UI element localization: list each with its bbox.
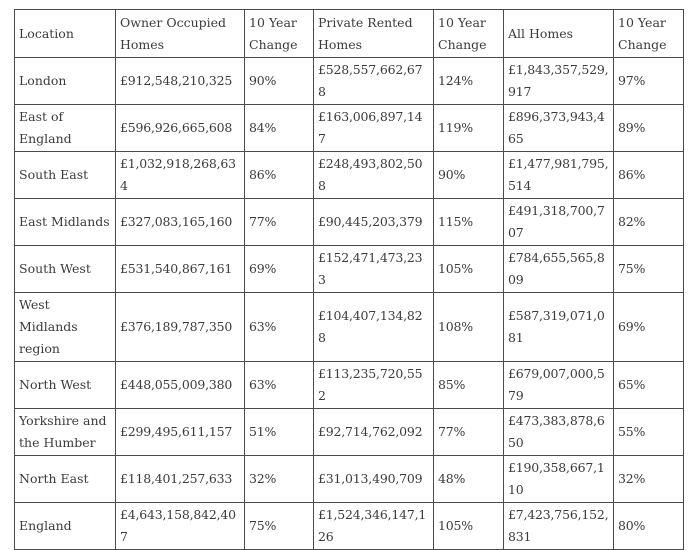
cell-all-homes: £896,373,943,465 bbox=[504, 105, 614, 152]
cell-owner-change: 69% bbox=[245, 246, 314, 293]
cell-private-rented: £92,714,762,092 bbox=[314, 409, 434, 456]
cell-private-rented: £248,493,802,508 bbox=[314, 152, 434, 199]
table-row bbox=[15, 246, 684, 293]
cell-all-homes: £491,318,700,707 bbox=[504, 199, 614, 246]
header-private-rented: Private Rented Homes bbox=[314, 10, 434, 58]
cell-owner-occupied: £327,083,165,160 bbox=[116, 199, 245, 246]
cell-all-homes: £7,423,756,152,831 bbox=[504, 503, 614, 550]
header-owner-occupied: Owner Occupied Homes bbox=[116, 10, 245, 58]
cell-private-change: 124% bbox=[434, 58, 504, 105]
table-row bbox=[15, 362, 684, 409]
header-all-change: 10 Year Change bbox=[614, 10, 684, 58]
cell-location: North East bbox=[15, 456, 116, 503]
cell-owner-occupied: £4,643,158,842,407 bbox=[116, 503, 245, 550]
cell-location: England bbox=[15, 503, 116, 550]
cell-all-homes: £587,319,071,081 bbox=[504, 293, 614, 362]
cell-owner-occupied: £376,189,787,350 bbox=[116, 293, 245, 362]
cell-all-change: 97% bbox=[614, 58, 684, 105]
header-owner-change: 10 Year Change bbox=[245, 10, 314, 58]
cell-owner-change: 90% bbox=[245, 58, 314, 105]
header-row bbox=[15, 10, 684, 58]
cell-private-rented: £152,471,473,233 bbox=[314, 246, 434, 293]
cell-location: South East bbox=[15, 152, 116, 199]
cell-all-change: 69% bbox=[614, 293, 684, 362]
cell-location: South West bbox=[15, 246, 116, 293]
table-row bbox=[15, 503, 684, 550]
table-row bbox=[15, 58, 684, 105]
header-all-homes: All Homes bbox=[504, 10, 614, 58]
cell-all-homes: £679,007,000,579 bbox=[504, 362, 614, 409]
cell-private-rented: £1,524,346,147,126 bbox=[314, 503, 434, 550]
cell-owner-occupied: £448,055,009,380 bbox=[116, 362, 245, 409]
table-row bbox=[15, 105, 684, 152]
cell-private-change: 77% bbox=[434, 409, 504, 456]
cell-private-change: 108% bbox=[434, 293, 504, 362]
cell-private-rented: £31,013,490,709 bbox=[314, 456, 434, 503]
cell-owner-change: 86% bbox=[245, 152, 314, 199]
cell-all-homes: £1,477,981,795,514 bbox=[504, 152, 614, 199]
table-row bbox=[15, 456, 684, 503]
cell-owner-change: 63% bbox=[245, 293, 314, 362]
table-body bbox=[15, 58, 684, 550]
cell-all-homes: £1,843,357,529,917 bbox=[504, 58, 614, 105]
cell-owner-change: 32% bbox=[245, 456, 314, 503]
cell-all-change: 65% bbox=[614, 362, 684, 409]
cell-all-change: 75% bbox=[614, 246, 684, 293]
cell-private-change: 85% bbox=[434, 362, 504, 409]
cell-owner-change: 84% bbox=[245, 105, 314, 152]
header-private-change: 10 Year Change bbox=[434, 10, 504, 58]
cell-all-homes: £784,655,565,809 bbox=[504, 246, 614, 293]
cell-private-change: 119% bbox=[434, 105, 504, 152]
cell-private-rented: £528,557,662,678 bbox=[314, 58, 434, 105]
home-values-table bbox=[14, 9, 684, 550]
cell-location: East Midlands bbox=[15, 199, 116, 246]
table-row bbox=[15, 152, 684, 199]
cell-all-homes: £190,358,667,110 bbox=[504, 456, 614, 503]
cell-owner-occupied: £118,401,257,633 bbox=[116, 456, 245, 503]
cell-location: Yorkshire and the Humber bbox=[15, 409, 116, 456]
cell-owner-occupied: £531,540,867,161 bbox=[116, 246, 245, 293]
cell-owner-change: 75% bbox=[245, 503, 314, 550]
cell-private-rented: £113,235,720,552 bbox=[314, 362, 434, 409]
cell-location: West Midlands region bbox=[15, 293, 116, 362]
cell-all-change: 86% bbox=[614, 152, 684, 199]
cell-owner-change: 63% bbox=[245, 362, 314, 409]
header-location: Location bbox=[15, 10, 116, 58]
cell-owner-occupied: £1,032,918,268,634 bbox=[116, 152, 245, 199]
cell-all-change: 82% bbox=[614, 199, 684, 246]
cell-private-rented: £104,407,134,828 bbox=[314, 293, 434, 362]
cell-location: North West bbox=[15, 362, 116, 409]
table-row bbox=[15, 293, 684, 362]
cell-owner-occupied: £912,548,210,325 bbox=[116, 58, 245, 105]
cell-private-change: 90% bbox=[434, 152, 504, 199]
cell-all-change: 32% bbox=[614, 456, 684, 503]
cell-all-change: 55% bbox=[614, 409, 684, 456]
cell-location: London bbox=[15, 58, 116, 105]
cell-all-change: 89% bbox=[614, 105, 684, 152]
table-row bbox=[15, 409, 684, 456]
cell-owner-occupied: £596,926,665,608 bbox=[116, 105, 245, 152]
cell-all-homes: £473,383,878,650 bbox=[504, 409, 614, 456]
cell-location: East of England bbox=[15, 105, 116, 152]
cell-private-change: 48% bbox=[434, 456, 504, 503]
cell-private-change: 115% bbox=[434, 199, 504, 246]
cell-private-rented: £90,445,203,379 bbox=[314, 199, 434, 246]
table-row bbox=[15, 199, 684, 246]
cell-all-change: 80% bbox=[614, 503, 684, 550]
cell-owner-change: 77% bbox=[245, 199, 314, 246]
cell-private-rented: £163,006,897,147 bbox=[314, 105, 434, 152]
cell-owner-change: 51% bbox=[245, 409, 314, 456]
cell-private-change: 105% bbox=[434, 503, 504, 550]
cell-owner-occupied: £299,495,611,157 bbox=[116, 409, 245, 456]
cell-private-change: 105% bbox=[434, 246, 504, 293]
